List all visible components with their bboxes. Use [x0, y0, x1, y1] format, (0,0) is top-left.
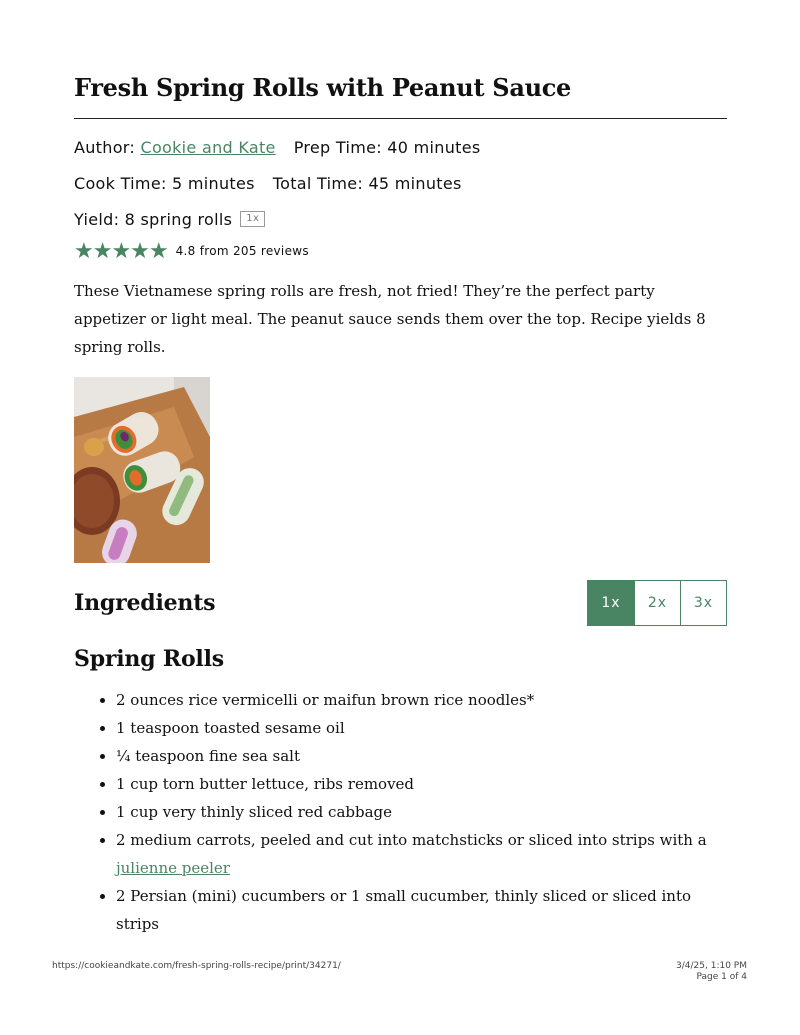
- recipe-card: [74, 70, 727, 938]
- print-url: https://cookieandkate.com/fresh-spring-rolls-recipe/print/34271/: [52, 961, 341, 971]
- meta-row-times: [74, 171, 727, 195]
- scale-1x-button[interactable]: 1x: [588, 581, 634, 625]
- total-time: Total Time: 45 minutes: [272, 173, 462, 193]
- rating-text: 4.8 from 205 reviews: [175, 244, 309, 258]
- yield-scale-button[interactable]: 1x: [240, 211, 265, 227]
- star-rating-icon[interactable]: ★★★★★: [74, 238, 168, 264]
- title-divider: [74, 118, 727, 119]
- ingredient-item: • 2 ounces rice vermicelli or maifun brown rice noodles*: [116, 686, 727, 714]
- ingredient-item: • 1 teaspoon toasted sesame oil: [116, 714, 727, 742]
- recipe-title: Fresh Spring Rolls with Peanut Sauce: [74, 73, 572, 102]
- author-label: Author:: [74, 137, 136, 157]
- author-link[interactable]: Cookie and Kate: [140, 137, 276, 157]
- scale-2x-button[interactable]: 2x: [634, 581, 680, 625]
- rating: [74, 239, 727, 263]
- section-title-spring-rolls: Spring Rolls: [74, 646, 224, 672]
- page-number: Page 1 of 4: [696, 972, 747, 982]
- servings-scaler: [587, 580, 727, 626]
- prep-time: Prep Time: 40 minutes: [293, 137, 481, 157]
- ingredients-header: [74, 580, 727, 626]
- ingredient-item: • 2 Persian (mini) cucumbers or 1 small cucumber, thinly sliced or sliced into strips: [116, 882, 727, 938]
- scale-3x-button[interactable]: 3x: [680, 581, 726, 625]
- print-datetime: 3/4/25, 1:10 PM: [676, 961, 747, 971]
- author-info: [74, 138, 276, 157]
- print-meta: [676, 961, 747, 983]
- julienne-peeler-link[interactable]: julienne peeler: [116, 859, 230, 877]
- ingredients-heading: Ingredients: [74, 590, 216, 616]
- ingredient-item: • 1 cup very thinly sliced red cabbage: [116, 798, 727, 826]
- spring-rolls-image-icon: [74, 377, 210, 563]
- ingredient-item: [116, 826, 727, 882]
- ingredient-text: 2 medium carrots, peeled and cut into matchsticks or sliced into strips with a: [116, 831, 707, 849]
- meta-row-yield: [74, 207, 727, 231]
- recipe-photo: [74, 377, 210, 563]
- cook-time: Cook Time: 5 minutes: [74, 173, 255, 193]
- yield-text: Yield: 8 spring rolls: [74, 209, 233, 229]
- ingredient-list: [74, 686, 727, 938]
- ingredient-item: • 1 cup torn butter lettuce, ribs removed: [116, 770, 727, 798]
- recipe-description: These Vietnamese spring rolls are fresh, not fried! They’re the perfect party appetizer or light meal. The peanut sauce sends them over the top. Recipe yields 8 spring rolls.: [74, 282, 706, 356]
- meta-row-author: [74, 135, 727, 159]
- ingredient-item: • ¼ teaspoon fine sea salt: [116, 742, 727, 770]
